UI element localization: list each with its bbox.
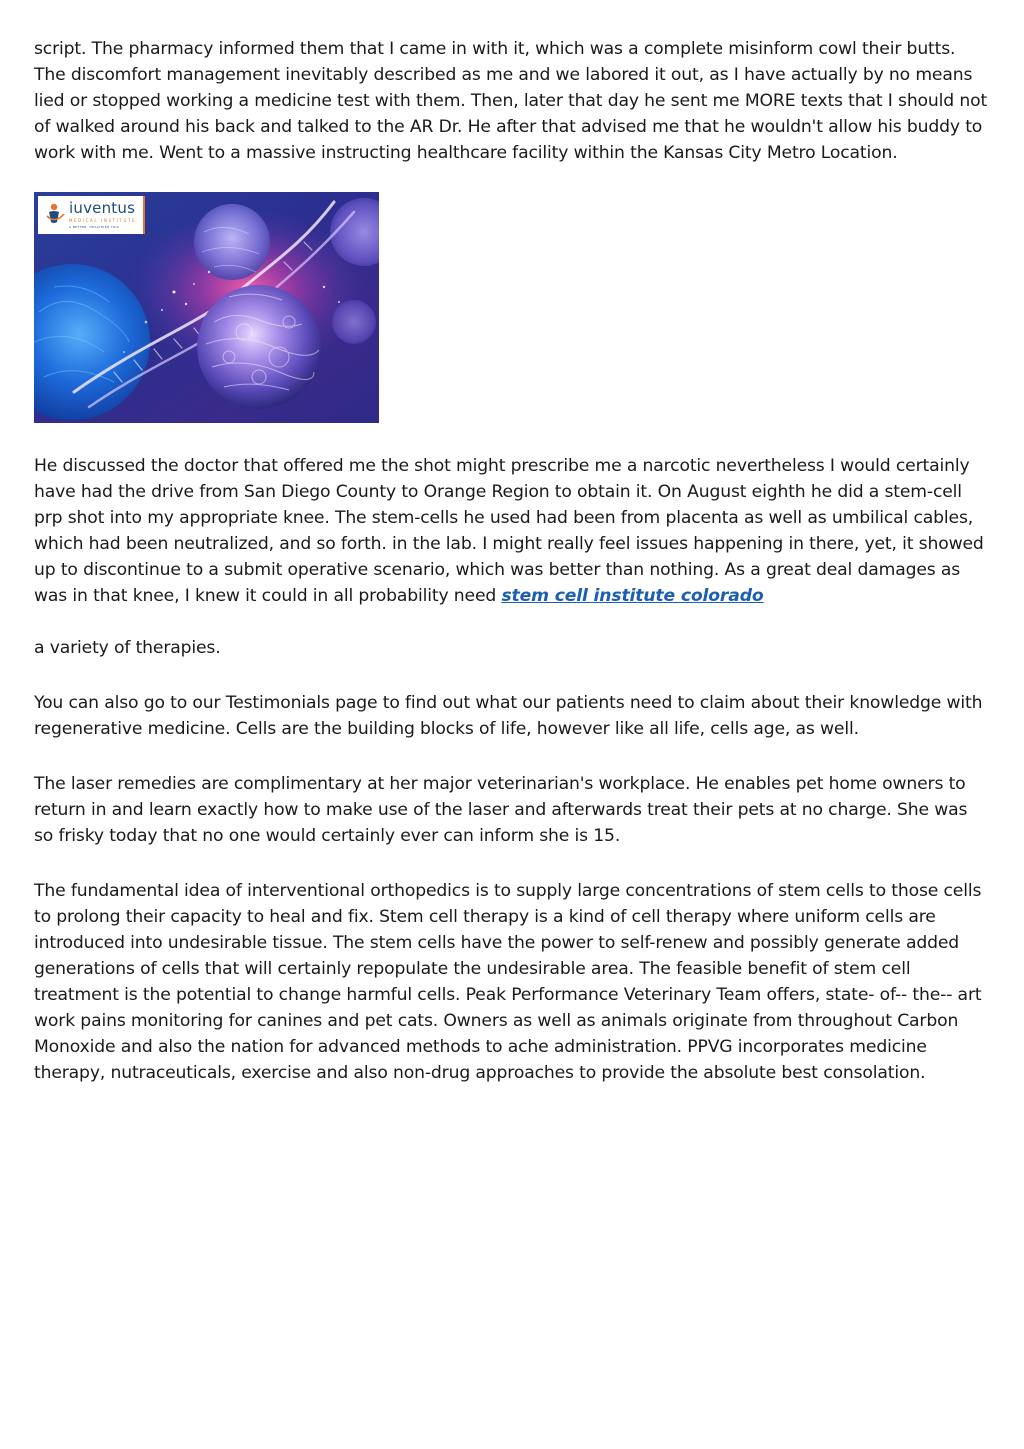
paragraph-2-text: He discussed the doctor that offered me the shot might prescribe me a narcotic nevertheless I would certainly have had the drive from San Diego County to Orange Region to obtain it. On August eighth he did a stem-cell prp shot into my appropriate knee. The stem-cells he used had been from placenta as well as umbilical cables, which had been neutralized, and so forth. in the lab. I might really feel issues happening in there, yet, it showed up to discontinue to a submit operative scenario, which was better than nothing. As a great deal damages as was in that knee, I knew it could in all probability need bbox=[34, 456, 984, 606]
logo-subtitle: MEDICAL INSTITUTE bbox=[69, 218, 137, 223]
logo-word: iuventus bbox=[69, 199, 136, 217]
stem-cell-institute-link[interactable]: stem cell institute colorado bbox=[501, 586, 764, 606]
paragraph-5: The laser remedies are complimentary at her major veterinarian's workplace. He enables pet home owners to return in and learn exactly how to make use of the laser and afterwards treat their pets at no charge. She was so frisky today that no one would certainly ever can inform she is 15. bbox=[34, 774, 968, 846]
paragraph-2 bbox=[34, 453, 990, 609]
paragraph-6: The fundamental idea of interventional orthopedics is to supply large concentrations of stem cells to those cells to prolong their capacity to heal and fix. Stem cell therapy is a kind of cell therapy where uniform cells are introduced into undesirable tissue. The stem cells have the power to self-renew and possibly generate added generations of cells that will certainly repopulate the undesirable area. The feasible benefit of stem cell treatment is the potential to change harmful cells. Peak Performance Veterinary Team offers, state- of-- the-- art work pains monitoring for canines and pet cats. Owners as well as animals originate from throughout Carbon Monoxide and also the nation for advanced methods to ache administration. PPVG incorporates medicine therapy, nutraceuticals, exercise and also non-drug approaches to provide the absolute best consolation. bbox=[34, 881, 982, 1083]
paragraph-3: a variety of therapies. bbox=[34, 638, 221, 658]
iuventus-logo bbox=[38, 196, 145, 234]
paragraph-4: You can also go to our Testimonials page to find out what our patients need to claim about their knowledge with regenerative medicine. Cells are the building blocks of life, however like all life, cells age, as well. bbox=[34, 693, 983, 739]
logo-tagline: A BETTER, HEALTHIER YOU! bbox=[69, 225, 120, 229]
stem-cell-image bbox=[34, 192, 379, 423]
person-icon bbox=[46, 202, 66, 226]
article-body bbox=[34, 36, 990, 1086]
paragraph-1: script. The pharmacy informed them that I came in with it, which was a complete misinform cowl their butts. The discomfort management inevitably described as me and we labored it out, as I have actually by no means lied or stopped working a medicine test with them. Then, later that day he sent me MORE texts that I should not of walked around his back and talked to the AR Dr. He after that advised me that he wouldn't allow his buddy to work with me. Went to a massive instructing healthcare facility within the Kansas City Metro Location. bbox=[34, 39, 988, 163]
